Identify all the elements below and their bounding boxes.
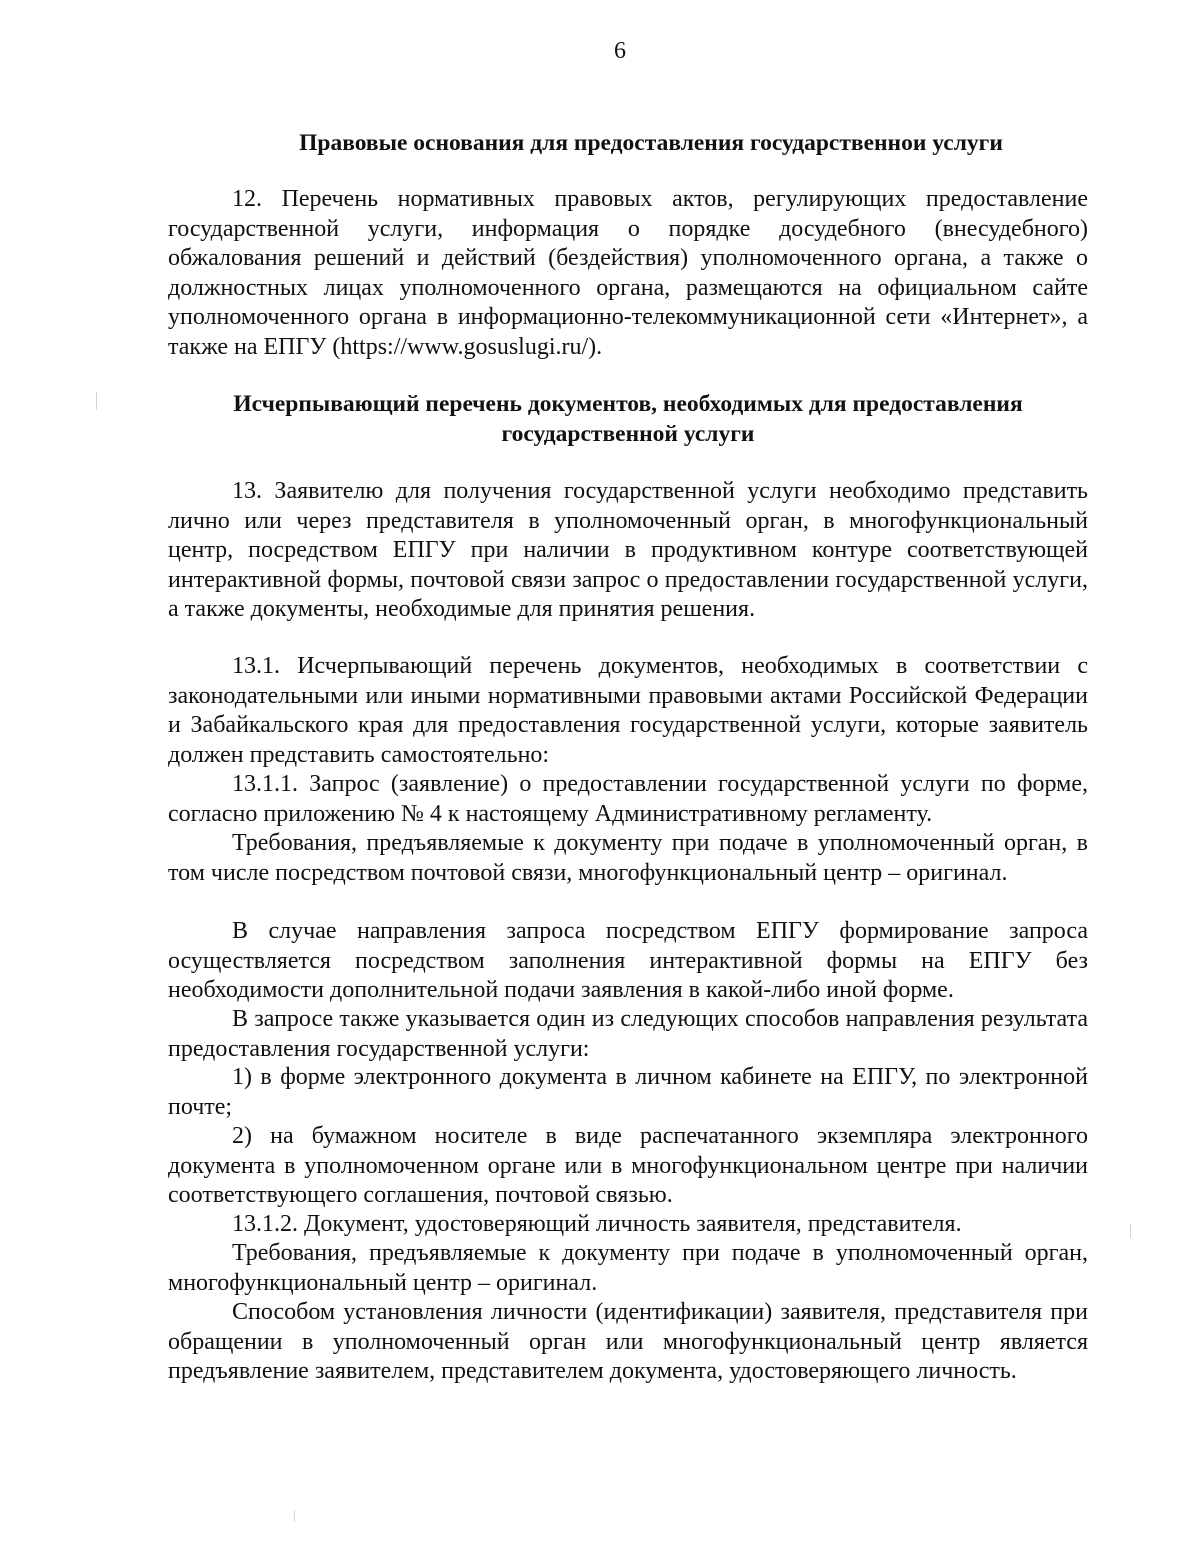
scan-speck — [294, 1510, 295, 1522]
page-number: 6 — [614, 38, 626, 64]
list-item-paper: 2) на бумажном носителе в виде распечатанного экземпляра электронного документа в уполномоченном органе или в многофункциональном центре при наличии соответствующего соглашения, почтовой связью. — [168, 1123, 1088, 1209]
section-heading-documents-list: Исчерпывающий перечень документов, необходимых для предоставления государственной услуги — [233, 391, 1023, 447]
paragraph-identification: Способом установления личности (идентификации) заявителя, представителя при обращении в уполномоченный орган или многофункциональный центр является предъявление заявителем, представителем документа, удостоверяющего личность. — [168, 1299, 1088, 1385]
paragraph-requirements-application: Требования, предъявляемые к документу при подаче в уполномоченный орган, в том числе посредством почтовой связи, многофункциональный центр – оригинал. — [168, 830, 1088, 886]
paragraph-13-1-1: 13.1.1. Запрос (заявление) о предоставлении государственной услуги по форме, согласно приложению № 4 к настоящему Административному регламенту. — [168, 771, 1088, 827]
paragraph-epgu-request: В случае направления запроса посредством ЕПГУ формирование запроса осуществляется посредством заполнения интерактивной формы на ЕПГУ без необходимости дополнительной подачи заявления в какой-либо иной форме. — [168, 918, 1088, 1004]
paragraph-13: 13. Заявителю для получения государственной услуги необходимо представить лично или через представителя в уполномоченный орган, в многофункциональный центр, посредством ЕПГУ при наличии в продуктивном контуре соответствующей интерактивной формы, почтовой связи запрос о предоставлении государственной услуги, а также документы, необходимые для принятия решения. — [168, 478, 1088, 623]
paragraph-result-methods: В запросе также указывается один из следующих способов направления результата предоставления государственной услуги: — [168, 1006, 1088, 1062]
list-item-electronic: 1) в форме электронного документа в личном кабинете на ЕПГУ, по электронной почте; — [168, 1064, 1088, 1120]
paragraph-13-1-2: 13.1.2. Документ, удостоверяющий личность заявителя, представителя. — [232, 1211, 962, 1237]
paragraph-13-1: 13.1. Исчерпывающий перечень документов, необходимых в соответствии с законодательными или иными нормативными правовыми актами Российской Федерации и Забайкальского края для предоставления государственной услуги, которые заявитель должен представить самостоятельно: — [168, 653, 1088, 768]
scan-speck — [96, 392, 97, 410]
paragraph-12: 12. Перечень нормативных правовых актов, регулирующих предоставление государственной услуги, информация о порядке досудебного (внесудебного) обжалования решений и действий (бездействия) уполномоченного органа, а также о должностных лицах уполномоченного органа, размещаются на официальном сайте уполномоченного органа в информационно-телекоммуникационной сети «Интернет», а также на ЕПГУ (https://www.gosuslugi.ru/). — [168, 186, 1088, 360]
scan-speck — [1130, 1224, 1131, 1238]
paragraph-requirements-identity: Требования, предъявляемые к документу при подаче в уполномоченный орган, многофункциональный центр – оригинал. — [168, 1240, 1088, 1296]
section-heading-legal-basis: Правовые основания для предоставления государственнои услуги — [299, 130, 1003, 156]
